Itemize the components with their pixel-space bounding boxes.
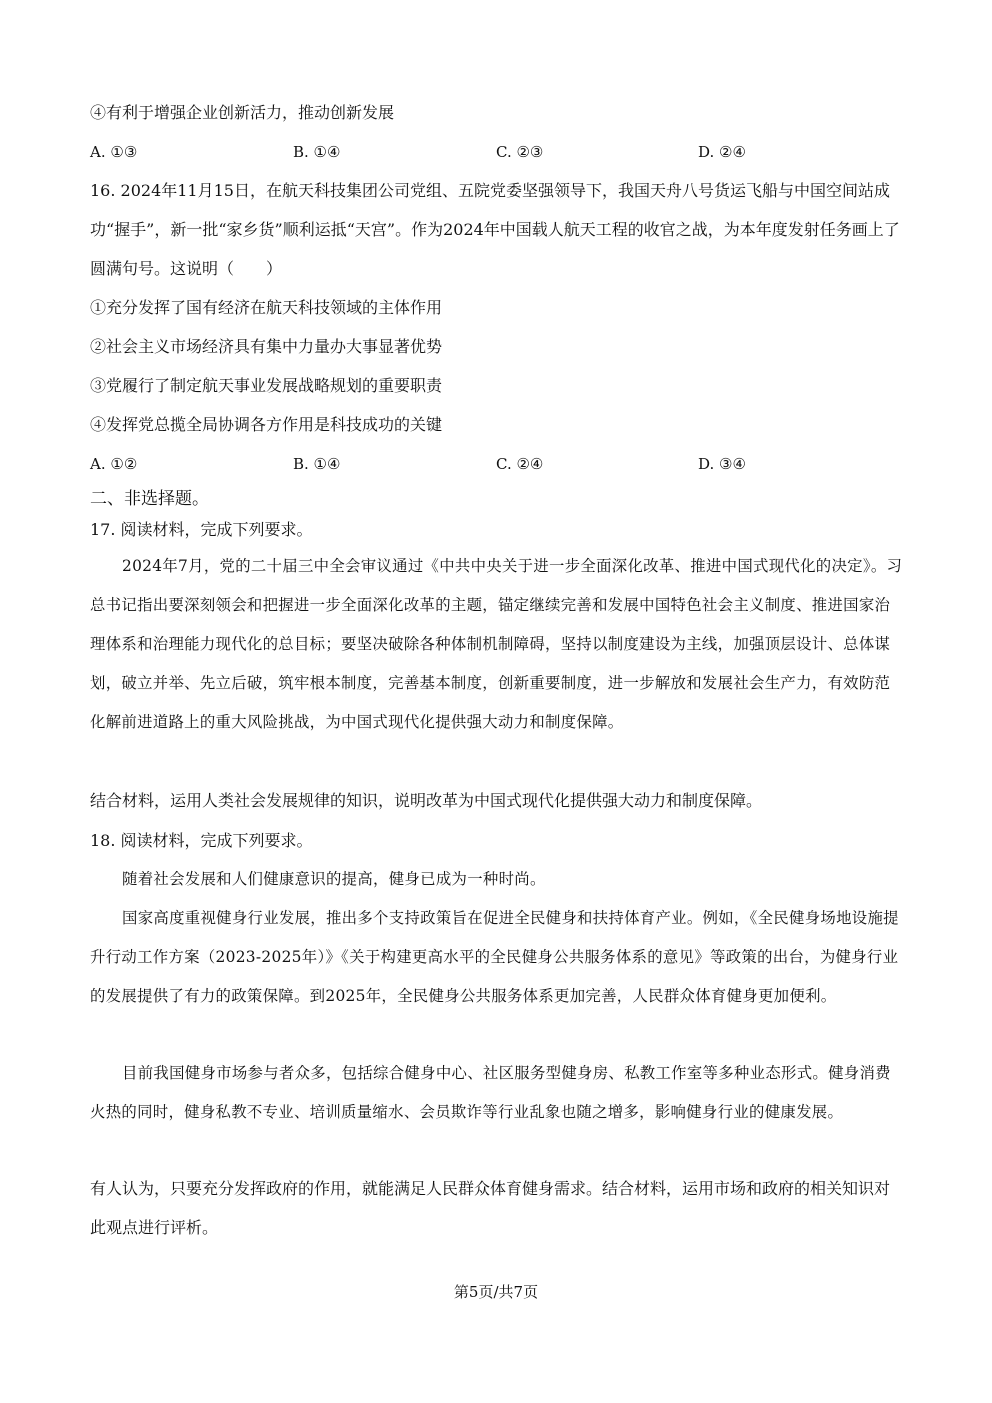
- q18-material-2: 国家高度重视健身行业发展，推出多个支持政策旨在促进全民健身和扶持体育产业。例如，《全民健身场地设施提升行动工作方案（2023-2025年）》《关于构建更高水平的全民健身公共服务体系的意见》等政策的出台，为健身行业的发展提供了有力的政策保障。到2025年，全民健身公共服务体系更加完善，人民群众体育健身更加便利。: [90, 909, 899, 1005]
- q15-option-b: B. ①④: [293, 143, 341, 161]
- q18-material-3: 目前我国健身市场参与者众多，包括综合健身中心、社区服务型健身房、私教工作室等多种业态形式。健身消费火热的同时，健身私教不专业、培训质量缩水、会员欺诈等行业乱象也随之增多，影响健身行业的健康发展。: [90, 1064, 891, 1121]
- q15-option-c: C. ②③: [496, 143, 544, 161]
- q17-question: 结合材料，运用人类社会发展规律的知识，说明改革为中国式现代化提供强大动力和制度保障。: [90, 791, 763, 810]
- q16-item-2: ②社会主义市场经济具有集中力量办大事显著优势: [90, 337, 443, 356]
- q18-stem: 18. 阅读材料，完成下列要求。: [90, 831, 313, 850]
- q16-options: [90, 455, 905, 475]
- section-title: 二、非选择题。: [90, 489, 209, 509]
- q16-option-c: C. ②④: [496, 455, 544, 473]
- q18-question: 有人认为，只要充分发挥政府的作用，就能满足人民群众体育健身需求。结合材料，运用市场和政府的相关知识对此观点进行评析。: [90, 1179, 891, 1237]
- q15-option-d: D. ②④: [698, 143, 746, 161]
- q15-option-a: A. ①③: [90, 143, 138, 161]
- q17-material: 2024年7月，党的二十届三中全会审议通过《中共中央关于进一步全面深化改革、推进中国式现代化的决定》。习总书记指出要深刻领会和把握进一步全面深化改革的主题，锚定继续完善和发展中国特色社会主义制度、推进国家治理体系和治理能力现代化的总目标；要坚决破除各种体制机制障碍，坚持以制度建设为主线，加强顶层设计、总体谋划，破立并举、先立后破，筑牢根本制度，完善基本制度，创新重要制度，进一步解放和发展社会生产力，有效防范化解前进道路上的重大风险挑战，为中国式现代化提供强大动力和制度保障。: [90, 557, 903, 731]
- q16-stem: 16. 2024年11月15日，在航天科技集团公司党组、五院党委坚强领导下，我国天舟八号货运飞船与中国空间站成功“握手”，新一批“家乡货”顺利运抵“天宫”。作为2024年中国载人航天工程的收官之战，为本年度发射任务画上了圆满句号。这说明（ ）: [90, 181, 900, 278]
- q16-item-4: ④发挥党总揽全局协调各方作用是科技成功的关键: [90, 415, 443, 434]
- q16-option-a: A. ①②: [90, 455, 138, 473]
- q16-option-d: D. ③④: [698, 455, 746, 473]
- q15-item-4: ④有利于增强企业创新活力，推动创新发展: [90, 103, 395, 122]
- q16-option-b: B. ①④: [293, 455, 341, 473]
- page-number: 第5页/共7页: [453, 1283, 539, 1301]
- q16-item-1: ①充分发挥了国有经济在航天科技领域的主体作用: [90, 298, 443, 317]
- q16-item-3: ③党履行了制定航天事业发展战略规划的重要职责: [90, 376, 443, 395]
- q18-material-1: 随着社会发展和人们健康意识的提高，健身已成为一种时尚。: [122, 870, 546, 888]
- q17-stem: 17. 阅读材料，完成下列要求。: [90, 520, 313, 539]
- q15-options: [90, 143, 905, 163]
